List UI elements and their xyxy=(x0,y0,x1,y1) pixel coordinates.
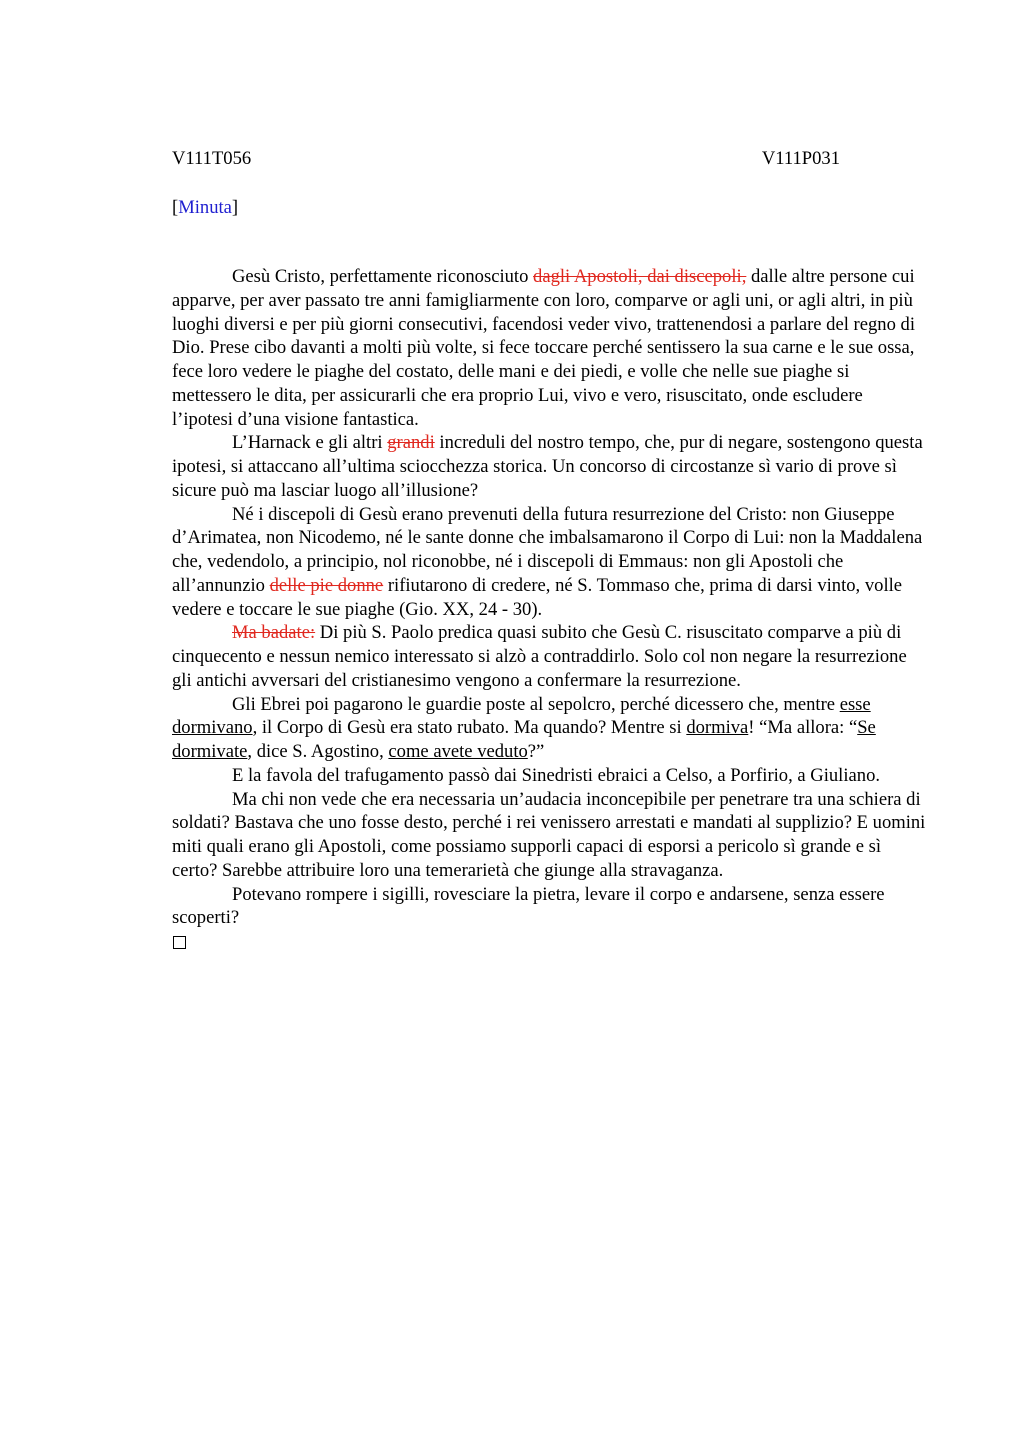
paragraph-text: Ma chi non vede che era necessaria un’audacia inconcepibile per penetrare tra una schiera di soldati? Bastava che uno fosse desto, perché i rei venissero arrestati e mandati al supplizio? E uomini miti quali erano gli Apostoli, come possiamo supporli capaci di esporsi a pericolo sì grande e sì certo? Sarebbe attribuire loro una temerarietà che giunge alla stravaganza. xyxy=(172,788,926,881)
paragraph-text: dalle altre persone cui apparve, per aver passato tre anni famigliarmente con loro, comparve or agli uni, or agli altri, in più luoghi diversi e per più giorni consecutivi, facendosi veder vivo, trattenendosi a parlare del regno di Dio. Prese cibo davanti a molti più volte, si fece toccare perché sentissero la sua carne e le sue ossa, fece loro vedere le piaghe del costato, delle mani e dei piedi, e volle che nelle sue piaghe si mettessero le dita, per assicurarli che era proprio Lui, vivo e vero, risuscitato, onde escludere l’ipotesi d’una visione fantastica. xyxy=(172,266,915,430)
deleted-text: Ma badate: xyxy=(232,622,316,644)
minuta-label xyxy=(172,196,238,220)
paragraph-4 xyxy=(172,621,928,692)
minuta-link[interactable]: Minuta xyxy=(178,197,232,218)
underlined-text: dormivano xyxy=(172,717,253,739)
underlined-text: Se dormivate xyxy=(172,717,876,762)
paragraph-text: Potevano rompere i sigilli, rovesciare la pietra, levare il corpo e andarsene, senza essere scoperti? xyxy=(172,883,885,929)
deleted-text: grandi xyxy=(387,432,435,454)
deleted-text: dagli Apostoli, dai discepoli, xyxy=(533,266,747,287)
paragraph-text: Gli Ebrei poi pagarono le guardie poste al sepolcro, perché dicessero che, mentre xyxy=(232,693,840,715)
paragraph-text: Né i discepoli di Gesù erano prevenuti della futura resurrezione del Cristo: non Giuseppe d’Arimatea, non Nicodemo, né le sante donne che imbalsamarono il Corpo di Lui: non la Maddalena che, vedendolo, a principio, nol riconobbe, né i discepoli di Emmaus: non gli Apostoli che all’annunzio xyxy=(172,503,923,596)
paragraph-2 xyxy=(172,431,928,502)
paragraph-1 xyxy=(172,265,928,431)
document-code-right: V111P031 xyxy=(761,148,840,169)
paragraph-text: increduli del nostro tempo, che, pur di negare, sostengono questa ipotesi, si attaccano all’ultima sciocchezza storica. Un concorso di circostanze sì vario di prove sì sicure può ma lasciar luogo all’illusione? xyxy=(172,432,923,501)
paragraph-text: ! “Ma allora: “ xyxy=(748,717,858,739)
paragraph-3 xyxy=(172,503,928,622)
underlined-text: esse xyxy=(839,693,871,715)
document-code-left: V111T056 xyxy=(172,148,252,169)
paragraph-6 xyxy=(172,764,928,788)
paragraph-8 xyxy=(172,883,928,931)
page-header xyxy=(172,147,840,171)
underlined-text: dormiva xyxy=(686,717,749,739)
paragraph-7 xyxy=(172,788,928,883)
paragraph-text: L’Harnack e gli altri xyxy=(232,432,388,454)
deleted-text: delle pie donne xyxy=(269,574,384,596)
document-body xyxy=(172,265,928,949)
paragraph-text: Di più S. Paolo predica quasi subito che Gesù C. risuscitato comparve a più di cinquecento e nessun nemico interessato si alzò a contraddirlo. Solo col non negare la resurrezione gli antichi avversari del cristianesimo vengono a confermare la resurrezione. xyxy=(172,622,907,691)
paragraph-text: , il Corpo di Gesù era stato rubato. Ma quando? Mentre si xyxy=(252,717,687,739)
underlined-text: come avete veduto xyxy=(388,741,528,762)
paragraph-text: Gesù Cristo, perfettamente riconosciuto xyxy=(232,266,534,287)
paragraph-text: ?” xyxy=(527,741,545,762)
paragraph-text: rifiutarono di credere, né S. Tommaso che, prima di darsi vinto, volle vedere e toccare le sue piaghe (Gio. XX, 24 - 30). xyxy=(172,574,903,620)
minuta-close-bracket: ] xyxy=(231,197,239,218)
paragraph-5 xyxy=(172,693,928,764)
minuta-open-bracket: [ xyxy=(172,197,179,218)
paragraph-text: E la favola del trafugamento passò dai Sinedristi ebraici a Celso, a Porfirio, a Giuliano. xyxy=(232,764,881,786)
square-icon xyxy=(173,936,186,949)
paragraph-text: , dice S. Agostino, xyxy=(247,741,389,762)
